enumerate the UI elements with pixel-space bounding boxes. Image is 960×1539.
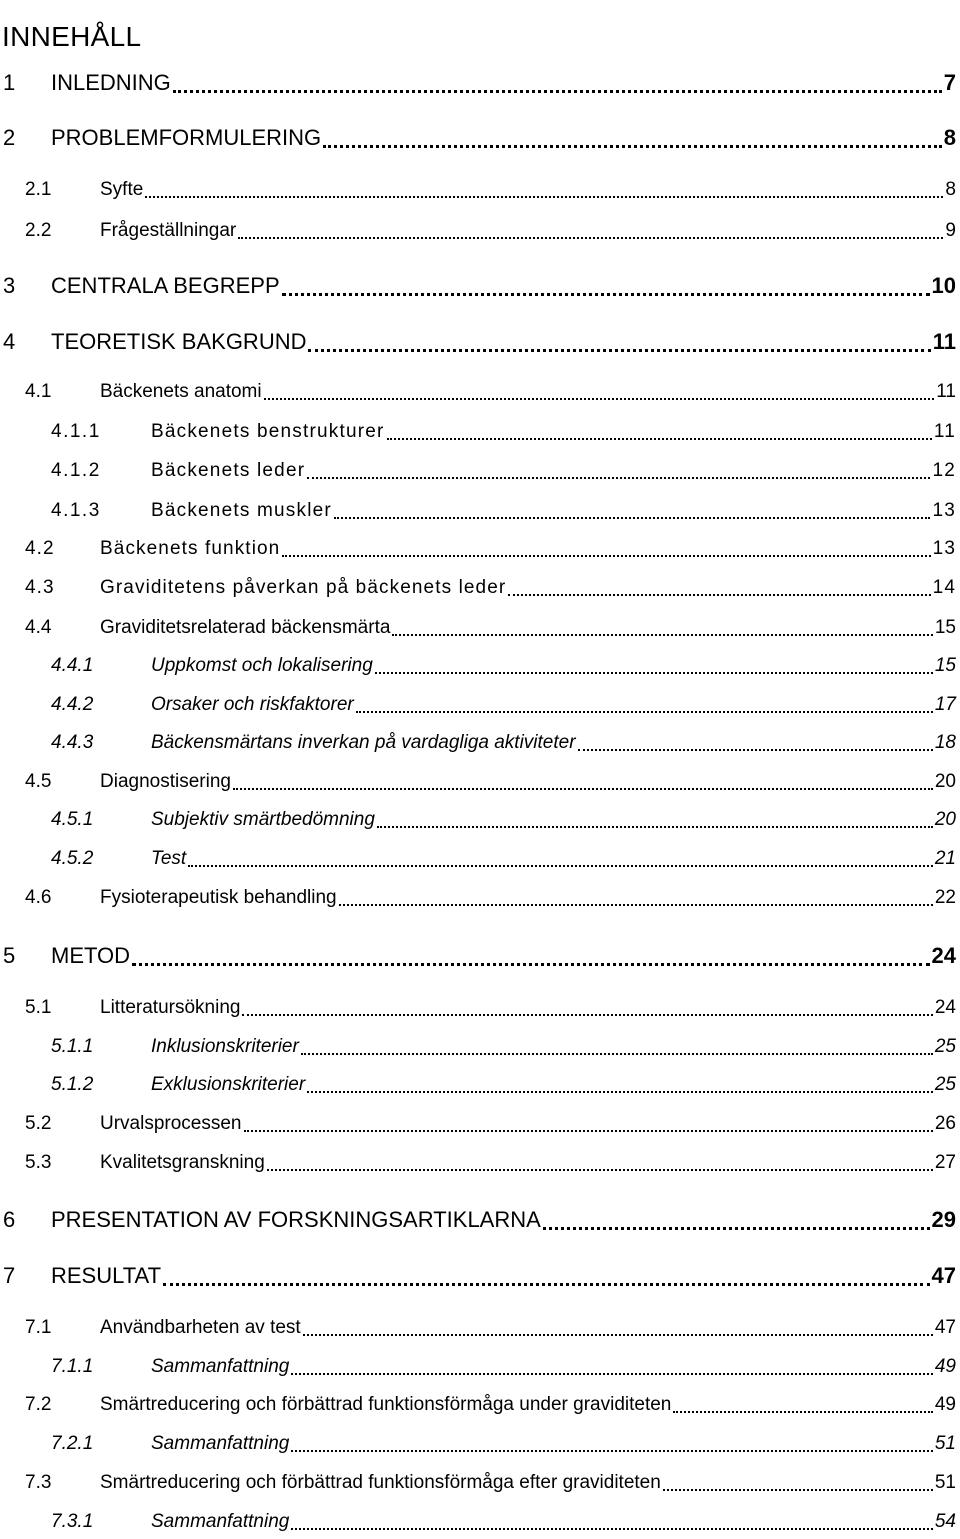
toc-entry[interactable] bbox=[0, 617, 960, 643]
toc-entry-title: Litteratursökning bbox=[100, 997, 241, 1018]
toc-entry-page: 8 bbox=[943, 125, 956, 150]
toc-entry-number: 6 bbox=[3, 1207, 16, 1232]
toc-entry-page: 49 bbox=[934, 1394, 956, 1415]
toc-entry-title: METOD bbox=[51, 943, 131, 968]
toc-entry-page: 22 bbox=[934, 887, 956, 908]
toc-entry-page: 25 bbox=[934, 1036, 956, 1057]
toc-entry[interactable] bbox=[0, 1074, 960, 1100]
toc-entry[interactable] bbox=[0, 460, 960, 486]
toc-dot-leader bbox=[238, 237, 943, 239]
toc-entry[interactable] bbox=[0, 1207, 960, 1237]
toc-entry-number: 4.4.2 bbox=[51, 694, 94, 715]
toc-entry[interactable] bbox=[0, 1511, 960, 1537]
toc-dot-leader bbox=[264, 398, 934, 400]
toc-dot-leader bbox=[282, 293, 930, 296]
toc-entry-page: 24 bbox=[934, 997, 956, 1018]
toc-entry[interactable] bbox=[0, 329, 960, 359]
toc-dot-leader bbox=[673, 1411, 933, 1413]
toc-entry-title: RESULTAT bbox=[51, 1263, 162, 1288]
toc-entry-page: 15 bbox=[934, 617, 956, 638]
toc-entry-page: 9 bbox=[945, 220, 956, 241]
toc-entry-title: TEORETISK BAKGRUND bbox=[51, 329, 307, 354]
toc-entry-title: Orsaker och riskfaktorer bbox=[151, 694, 354, 715]
toc-entry[interactable] bbox=[0, 1152, 960, 1178]
toc-entry-number: 2 bbox=[3, 125, 16, 150]
toc-entry-number: 5.2 bbox=[25, 1113, 52, 1134]
toc-entry-number: 4.1.3 bbox=[51, 500, 101, 521]
toc-entry[interactable] bbox=[0, 1113, 960, 1139]
toc-dot-leader bbox=[323, 145, 942, 148]
toc-dot-leader bbox=[173, 90, 942, 93]
toc-entry-title: Graviditetsrelaterad bäckensmärta bbox=[100, 617, 391, 638]
toc-entry-title: Graviditetens påverkan på bäckenets leder bbox=[100, 577, 507, 598]
toc-entry-page: 47 bbox=[931, 1263, 956, 1288]
toc-dot-leader bbox=[334, 517, 930, 519]
toc-dot-leader bbox=[291, 1373, 933, 1375]
toc-entry-number: 7.3.1 bbox=[51, 1511, 94, 1532]
toc-entry-page: 17 bbox=[934, 694, 956, 715]
toc-entry-title: Smärtreducering och förbättrad funktionsförmåga efter graviditeten bbox=[100, 1472, 661, 1493]
toc-entry-number: 5.1.2 bbox=[51, 1074, 94, 1095]
toc-entry-title: Användbarheten av test bbox=[100, 1317, 301, 1338]
toc-dot-leader bbox=[244, 1130, 933, 1132]
toc-entry-page: 7 bbox=[943, 70, 956, 95]
toc-entry-title: Bäckenets anatomi bbox=[100, 381, 262, 402]
toc-dot-leader bbox=[307, 477, 930, 479]
toc-entry-page: 27 bbox=[934, 1152, 956, 1173]
toc-entry-page: 25 bbox=[934, 1074, 956, 1095]
toc-entry[interactable] bbox=[0, 997, 960, 1023]
toc-entry-page: 11 bbox=[932, 329, 956, 354]
toc-entry[interactable] bbox=[0, 500, 960, 526]
toc-entry-page: 15 bbox=[934, 655, 956, 676]
toc-dot-leader bbox=[375, 672, 933, 674]
toc-entry-title: Inklusionskriterier bbox=[151, 1036, 299, 1057]
toc-entry[interactable] bbox=[0, 771, 960, 797]
toc-entry-title: Frågeställningar bbox=[100, 220, 237, 241]
toc-entry-number: 4.4.3 bbox=[51, 732, 94, 753]
toc-entry-number: 4 bbox=[3, 329, 16, 354]
toc-entry[interactable] bbox=[0, 577, 960, 603]
toc-dot-leader bbox=[291, 1528, 933, 1530]
toc-entry-number: 5 bbox=[3, 943, 16, 968]
toc-entry-title: Urvalsprocessen bbox=[100, 1113, 242, 1134]
toc-dot-leader bbox=[282, 555, 931, 557]
toc-entry-title: Smärtreducering och förbättrad funktionsförmåga under graviditeten bbox=[100, 1394, 672, 1415]
toc-dot-leader bbox=[377, 826, 933, 828]
toc-entry-page: 51 bbox=[934, 1433, 956, 1454]
toc-dot-leader bbox=[356, 711, 933, 713]
toc-entry-title: Sammanfattning bbox=[151, 1433, 290, 1454]
toc-entry-number: 2.2 bbox=[25, 220, 52, 241]
toc-dot-leader bbox=[663, 1489, 933, 1491]
toc-dot-leader bbox=[307, 1091, 933, 1093]
toc-entry[interactable] bbox=[0, 732, 960, 758]
toc-entry-page: 49 bbox=[934, 1356, 956, 1377]
toc-entry-page: 29 bbox=[931, 1207, 956, 1232]
toc-dot-leader bbox=[339, 904, 933, 906]
toc-entry-page: 11 bbox=[936, 381, 956, 402]
toc-entry-page: 11 bbox=[933, 421, 956, 442]
toc-entry[interactable] bbox=[0, 848, 960, 874]
toc-entry-title: Bäckenets funktion bbox=[100, 538, 281, 559]
toc-entry-number: 4.6 bbox=[25, 887, 52, 908]
toc-entry-number: 7.3 bbox=[25, 1472, 52, 1493]
toc-dot-leader bbox=[242, 1014, 933, 1016]
toc-entry-page: 21 bbox=[934, 848, 956, 869]
toc-entry[interactable] bbox=[0, 1036, 960, 1062]
toc-entry[interactable] bbox=[0, 1394, 960, 1420]
toc-entry-title: Fysioterapeutisk behandling bbox=[100, 887, 337, 908]
toc-entry[interactable] bbox=[0, 70, 960, 100]
toc-entry-title: Bäckenets muskler bbox=[151, 500, 332, 521]
toc-dot-leader bbox=[392, 634, 933, 636]
toc-entry-page: 18 bbox=[934, 732, 956, 753]
toc-entry-number: 7.2.1 bbox=[51, 1433, 94, 1454]
toc-entry-number: 4.5.1 bbox=[51, 809, 94, 830]
toc-entry[interactable] bbox=[0, 125, 960, 155]
toc-dot-leader bbox=[303, 1334, 933, 1336]
toc-dot-leader bbox=[578, 749, 933, 751]
toc-entry-number: 4.5 bbox=[25, 771, 52, 792]
toc-entry[interactable] bbox=[0, 538, 960, 564]
toc-dot-leader bbox=[387, 438, 932, 440]
toc-entry[interactable] bbox=[0, 1317, 960, 1343]
toc-entry-number: 7.1.1 bbox=[51, 1356, 94, 1377]
toc-entry-page: 8 bbox=[945, 179, 956, 200]
toc-dot-leader bbox=[291, 1450, 933, 1452]
toc-entry-number: 3 bbox=[3, 273, 16, 298]
toc-entry-page: 13 bbox=[932, 500, 956, 521]
toc-dot-leader bbox=[301, 1053, 933, 1055]
toc-entry-number: 4.3 bbox=[25, 577, 55, 598]
toc-entry[interactable] bbox=[0, 655, 960, 681]
toc-dot-leader bbox=[267, 1169, 933, 1171]
toc-dot-leader bbox=[308, 349, 931, 352]
toc-entry-title: Bäckenets leder bbox=[151, 460, 306, 481]
toc-entry-page: 47 bbox=[934, 1317, 956, 1338]
toc-entry-page: 12 bbox=[932, 460, 956, 481]
toc-dot-leader bbox=[543, 1227, 930, 1230]
toc-entry-number: 7 bbox=[3, 1263, 16, 1288]
toc-entry[interactable] bbox=[0, 887, 960, 913]
toc-entry-number: 1 bbox=[3, 70, 16, 95]
toc-entry-number: 7.1 bbox=[25, 1317, 52, 1338]
toc-entry-page: 13 bbox=[932, 538, 956, 559]
toc-entry-title: Test bbox=[151, 848, 187, 869]
toc-entry-number: 4.1.1 bbox=[51, 421, 101, 442]
toc-entry[interactable] bbox=[0, 694, 960, 720]
toc-entry-number: 5.1.1 bbox=[51, 1036, 94, 1057]
toc-entry[interactable] bbox=[0, 220, 960, 246]
toc-entry[interactable] bbox=[0, 421, 960, 447]
toc-entry[interactable] bbox=[0, 1356, 960, 1382]
toc-entry-title: CENTRALA BEGREPP bbox=[51, 273, 280, 298]
toc-entry-page: 20 bbox=[934, 771, 956, 792]
toc-entry-number: 4.1 bbox=[25, 381, 52, 402]
toc-entry-title: Kvalitetsgranskning bbox=[100, 1152, 265, 1173]
toc-entry-title: Exklusionskriterier bbox=[151, 1074, 306, 1095]
toc-entry-title: Uppkomst och lokalisering bbox=[151, 655, 373, 676]
toc-entry-title: Bäckenets benstrukturer bbox=[151, 421, 385, 442]
toc-dot-leader bbox=[508, 594, 931, 596]
toc-entry-page: 26 bbox=[934, 1113, 956, 1134]
toc-entry-title: Diagnostisering bbox=[100, 771, 231, 792]
toc-entry[interactable] bbox=[0, 273, 960, 303]
toc-dot-leader bbox=[233, 788, 933, 790]
toc-entry-title: INLEDNING bbox=[51, 70, 171, 95]
toc-entry-title: Syfte bbox=[100, 179, 144, 200]
toc-dot-leader bbox=[163, 1283, 930, 1286]
toc-entry-title: Subjektiv smärtbedömning bbox=[151, 809, 375, 830]
toc-entry-title: PROBLEMFORMULERING bbox=[51, 125, 322, 150]
toc-entry[interactable] bbox=[0, 179, 960, 205]
toc-entry[interactable] bbox=[0, 943, 960, 973]
toc-entry-number: 4.1.2 bbox=[51, 460, 101, 481]
toc-dot-leader bbox=[188, 865, 933, 867]
toc-entry[interactable] bbox=[0, 381, 960, 407]
toc-entry-page: 14 bbox=[932, 577, 956, 598]
toc-entry-page: 54 bbox=[934, 1511, 956, 1532]
toc-entry-number: 5.1 bbox=[25, 997, 52, 1018]
toc-entry-title: Bäckensmärtans inverkan på vardagliga aktiviteter bbox=[151, 732, 576, 753]
toc-entry-number: 2.1 bbox=[25, 179, 52, 200]
toc-entry-page: 20 bbox=[934, 809, 956, 830]
page-title: INNEHÅLL bbox=[2, 20, 142, 52]
toc-entry-title: Sammanfattning bbox=[151, 1356, 290, 1377]
toc-entry-page: 10 bbox=[931, 273, 956, 298]
toc-entry-title: Sammanfattning bbox=[151, 1511, 290, 1532]
toc-entry-number: 4.5.2 bbox=[51, 848, 94, 869]
toc-entry[interactable] bbox=[0, 809, 960, 835]
toc-entry-number: 5.3 bbox=[25, 1152, 52, 1173]
toc-entry[interactable] bbox=[0, 1472, 960, 1498]
toc-entry-number: 4.4.1 bbox=[51, 655, 94, 676]
toc-dot-leader bbox=[145, 196, 943, 198]
toc-entry-number: 7.2 bbox=[25, 1394, 52, 1415]
toc-entry-title: PRESENTATION AV FORSKNINGSARTIKLARNA bbox=[51, 1207, 541, 1232]
toc-entry-page: 51 bbox=[934, 1472, 956, 1493]
toc-dot-leader bbox=[132, 963, 930, 966]
toc-entry-page: 24 bbox=[931, 943, 956, 968]
toc-entry[interactable] bbox=[0, 1433, 960, 1459]
toc-entry-number: 4.4 bbox=[25, 617, 52, 638]
toc-entry-number: 4.2 bbox=[25, 538, 55, 559]
toc-entry[interactable] bbox=[0, 1263, 960, 1293]
